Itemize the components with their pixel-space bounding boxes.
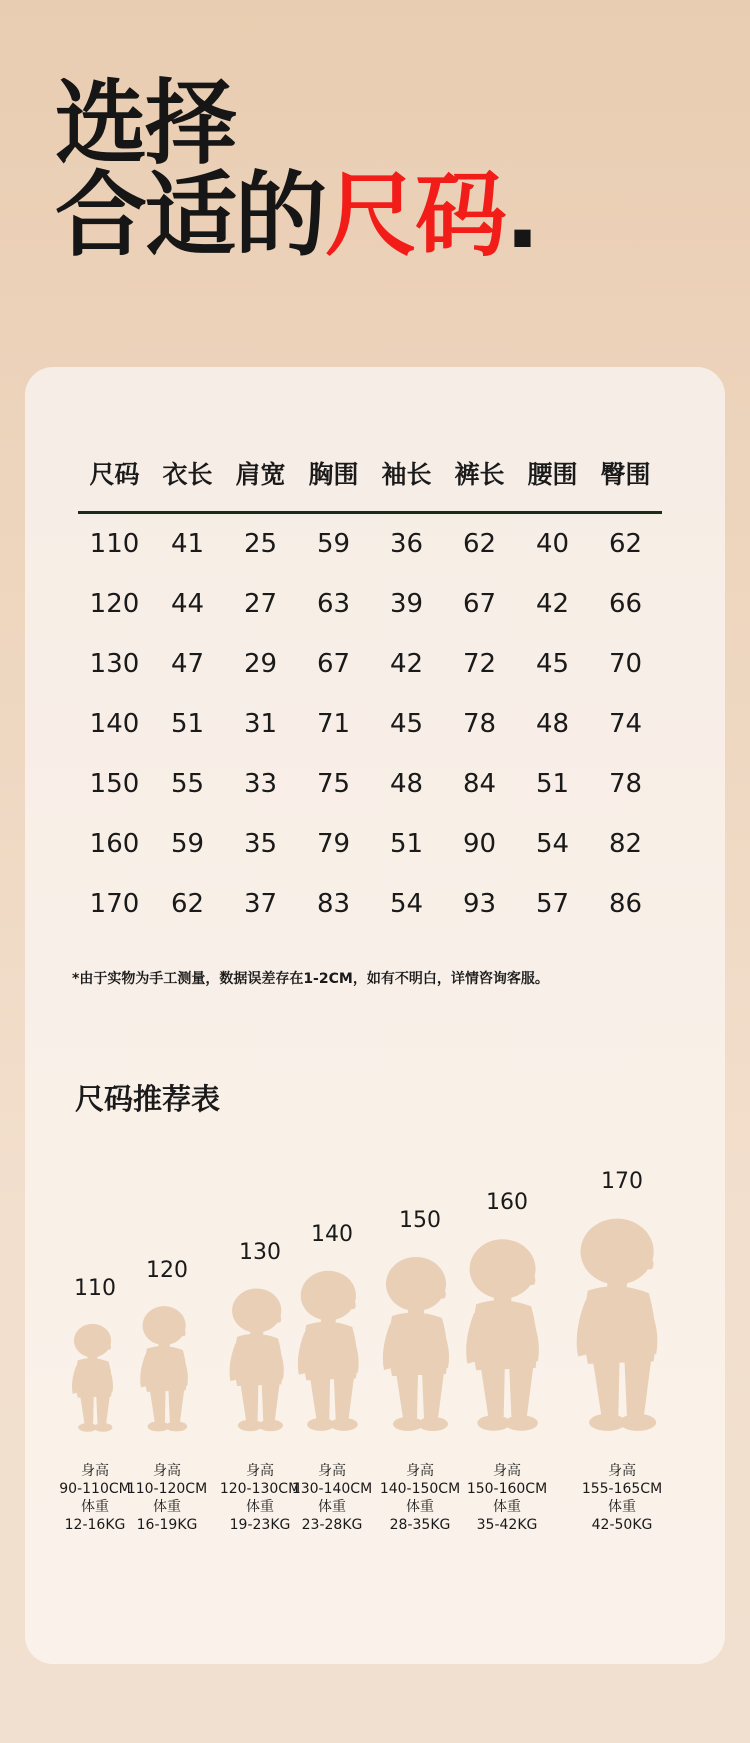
cell-sleeve: 51 [389, 829, 424, 859]
headline-line-2 [55, 162, 538, 269]
cell-chest: 67 [316, 649, 351, 679]
size-table-header-row [78, 443, 662, 513]
cell-waist: 51 [535, 769, 570, 799]
info-height-label: 身高 [318, 1463, 346, 1479]
cell-shoulder: 37 [243, 889, 278, 919]
cell-pants-length: 84 [462, 769, 497, 799]
cell-size: 140 [89, 709, 140, 739]
cell-waist: 40 [535, 529, 570, 559]
cell-size: 150 [89, 769, 140, 799]
info-height-label: 身高 [153, 1463, 181, 1479]
size-table-body [78, 513, 662, 935]
cell-size: 160 [89, 829, 140, 859]
measurement-note: *由于实物为手工测量，数据误差存在1-2CM，如有不明白，详情咨询客服。 [72, 971, 549, 987]
cell-pants-length: 62 [462, 529, 497, 559]
cell-chest: 75 [316, 769, 351, 799]
cell-length: 55 [170, 769, 205, 799]
table-row [78, 574, 662, 634]
col-header-length: 衣长 [151, 443, 224, 513]
cell-shoulder: 31 [243, 709, 278, 739]
cell-length: 44 [170, 589, 205, 619]
cell-hip: 78 [608, 769, 643, 799]
cell-hip: 70 [608, 649, 643, 679]
headline-red-text: 尺码 [325, 162, 506, 269]
col-header-pants-length: 裤长 [443, 443, 516, 513]
info-weight: 42-50KG [591, 1517, 653, 1533]
page-headline [55, 70, 538, 269]
cell-length: 41 [170, 529, 205, 559]
cell-chest: 71 [316, 709, 351, 739]
info-weight: 23-28KG [301, 1517, 363, 1533]
child-silhouette-120 [131, 1304, 203, 1432]
table-row [78, 694, 662, 754]
child-size-label: 150 [399, 1208, 441, 1233]
child-size-label: 120 [146, 1257, 188, 1283]
child-size-info [282, 1462, 382, 1534]
info-height-label: 身高 [608, 1463, 636, 1479]
child-size-label: 110 [74, 1275, 116, 1301]
info-height: 150-160CM [466, 1481, 548, 1497]
cell-shoulder: 27 [243, 589, 278, 619]
headline-black-text: 合适的 [55, 162, 326, 269]
child-size-info [117, 1462, 217, 1534]
cell-size: 120 [89, 589, 140, 619]
info-weight: 35-42KG [476, 1517, 538, 1533]
info-weight: 16-19KG [136, 1517, 198, 1533]
cell-chest: 59 [316, 529, 351, 559]
info-weight: 12-16KG [64, 1517, 126, 1533]
cell-sleeve: 45 [389, 709, 424, 739]
cell-shoulder: 29 [243, 649, 278, 679]
cell-shoulder: 25 [243, 529, 278, 559]
col-header-size: 尺码 [78, 443, 151, 513]
child-size-label: 140 [311, 1222, 353, 1248]
cell-waist: 45 [535, 649, 570, 679]
table-row [78, 814, 662, 874]
cell-sleeve: 36 [389, 529, 424, 559]
cell-chest: 79 [316, 829, 351, 859]
child-size-info [572, 1462, 672, 1534]
cell-hip: 86 [608, 889, 643, 919]
child-size-info [457, 1462, 557, 1534]
table-row [78, 874, 662, 934]
cell-chest: 63 [316, 589, 351, 619]
recommendation-title: 尺码推荐表 [75, 1082, 221, 1116]
info-weight-label: 体重 [153, 1499, 181, 1515]
cell-pants-length: 93 [462, 889, 497, 919]
child-size-info [370, 1462, 470, 1534]
cell-length: 62 [170, 889, 205, 919]
table-row [78, 634, 662, 694]
cell-pants-length: 67 [462, 589, 497, 619]
child-silhouette-170 [561, 1215, 683, 1432]
info-height: 120-130CM [219, 1481, 301, 1497]
cell-hip: 74 [608, 709, 643, 739]
info-weight-label: 体重 [246, 1499, 274, 1515]
cell-waist: 54 [535, 829, 570, 859]
cell-length: 47 [170, 649, 205, 679]
cell-size: 170 [89, 889, 140, 919]
info-height: 155-165CM [581, 1481, 663, 1497]
headline-dot: . [505, 162, 538, 269]
cell-hip: 66 [608, 589, 643, 619]
info-height-label: 身高 [406, 1463, 434, 1479]
info-weight-label: 体重 [406, 1499, 434, 1515]
info-height: 90-110CM [59, 1481, 131, 1497]
info-height: 130-140CM [291, 1481, 373, 1497]
cell-sleeve: 54 [389, 889, 424, 919]
child-size-label: 170 [601, 1168, 643, 1194]
child-silhouette-110 [64, 1322, 126, 1432]
info-weight-label: 体重 [318, 1499, 346, 1515]
cell-pants-length: 78 [462, 709, 497, 739]
info-height: 110-120CM [126, 1481, 208, 1497]
cell-hip: 62 [608, 529, 643, 559]
cell-size: 110 [89, 529, 140, 559]
col-header-shoulder: 肩宽 [224, 443, 297, 513]
cell-pants-length: 72 [462, 649, 497, 679]
info-weight-label: 体重 [493, 1499, 521, 1515]
cell-sleeve: 48 [389, 769, 424, 799]
cell-size: 130 [89, 649, 140, 679]
cell-chest: 83 [316, 889, 351, 919]
cell-waist: 57 [535, 889, 570, 919]
cell-waist: 48 [535, 709, 570, 739]
info-weight-label: 体重 [608, 1499, 636, 1515]
child-size-label: 160 [486, 1190, 528, 1216]
child-silhouette-140 [286, 1268, 378, 1432]
col-header-chest: 胸围 [297, 443, 370, 513]
headline-line-1: 选择 [55, 70, 236, 177]
table-row [78, 754, 662, 814]
info-weight-label: 体重 [81, 1499, 109, 1515]
info-height: 140-150CM [379, 1481, 461, 1497]
col-header-hip: 臀围 [589, 443, 662, 513]
info-weight: 19-23KG [229, 1517, 291, 1533]
cell-sleeve: 42 [389, 649, 424, 679]
table-row [78, 513, 662, 575]
info-height-label: 身高 [81, 1463, 109, 1479]
col-header-sleeve: 袖长 [370, 443, 443, 513]
cell-length: 51 [170, 709, 205, 739]
col-header-waist: 腰围 [516, 443, 589, 513]
cell-waist: 42 [535, 589, 570, 619]
size-table [78, 443, 662, 934]
child-silhouette-160 [452, 1236, 562, 1432]
cell-length: 59 [170, 829, 205, 859]
cell-shoulder: 33 [243, 769, 278, 799]
cell-hip: 82 [608, 829, 643, 859]
info-weight: 28-35KG [389, 1517, 451, 1533]
cell-sleeve: 39 [389, 589, 424, 619]
info-height-label: 身高 [246, 1463, 274, 1479]
cell-shoulder: 35 [243, 829, 278, 859]
info-height-label: 身高 [493, 1463, 521, 1479]
cell-pants-length: 90 [462, 829, 497, 859]
child-size-label: 130 [239, 1240, 281, 1266]
